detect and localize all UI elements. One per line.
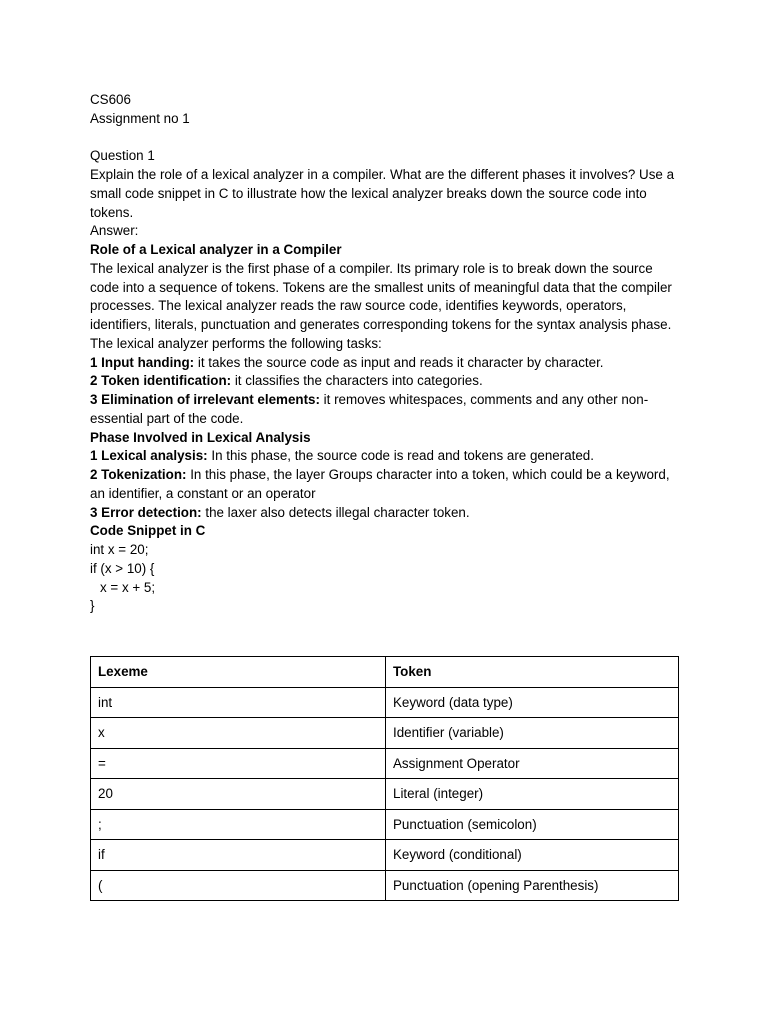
task-item bbox=[90, 354, 680, 373]
task-label: 1 Input handing: bbox=[90, 354, 195, 370]
question-text: Explain the role of a lexical analyzer in a compiler. What are the different phases it involves? Use a small code snippet in C to illustrate how the lexical analyzer breaks down the source code into tokens. bbox=[90, 167, 675, 220]
token-cell: Punctuation (semicolon) bbox=[386, 809, 679, 840]
table-row bbox=[91, 840, 679, 871]
lexeme-cell: ; bbox=[91, 809, 386, 840]
token-cell: Literal (integer) bbox=[386, 779, 679, 810]
lexeme-cell: ( bbox=[91, 870, 386, 901]
document-body bbox=[90, 91, 680, 616]
table-row bbox=[91, 687, 679, 718]
task-label: 2 Token identification: bbox=[90, 373, 232, 389]
task-text: it takes the source code as input and reads it character by character. bbox=[194, 354, 604, 370]
task-item bbox=[90, 391, 680, 429]
phase-item bbox=[90, 504, 680, 523]
token-cell: Keyword (conditional) bbox=[386, 840, 679, 871]
lexeme-cell: int bbox=[91, 687, 386, 718]
question-title: Question 1 bbox=[90, 148, 155, 164]
lexeme-cell: 20 bbox=[91, 779, 386, 810]
phase-text: the laxer also detects illegal character token. bbox=[201, 504, 470, 520]
lexeme-token-table bbox=[90, 656, 679, 901]
answer-label: Answer: bbox=[90, 223, 139, 239]
course-code: CS606 bbox=[90, 92, 131, 107]
blank-line bbox=[90, 129, 680, 148]
token-cell: Keyword (data type) bbox=[386, 687, 679, 718]
token-cell: Identifier (variable) bbox=[386, 718, 679, 749]
table-row bbox=[91, 870, 679, 901]
code-line: } bbox=[90, 598, 95, 614]
role-heading: Role of a Lexical analyzer in a Compiler bbox=[90, 242, 342, 257]
code-line: if (x > 10) { bbox=[90, 560, 155, 576]
tasks-intro: The lexical analyzer performs the following tasks: bbox=[90, 335, 382, 351]
assignment-title: Assignment no 1 bbox=[90, 110, 190, 126]
lexeme-cell: x bbox=[91, 718, 386, 749]
phase-label: 2 Tokenization: bbox=[90, 467, 187, 482]
column-header-lexeme: Lexeme bbox=[91, 657, 386, 688]
lexeme-cell: if bbox=[91, 840, 386, 871]
column-header-token: Token bbox=[386, 657, 679, 688]
task-text: it classifies the characters into categories. bbox=[231, 373, 483, 389]
table-row bbox=[91, 809, 679, 840]
token-cell: Assignment Operator bbox=[386, 748, 679, 779]
phase-label: 3 Error detection: bbox=[90, 504, 202, 520]
phase-item bbox=[90, 447, 680, 466]
lexeme-cell: = bbox=[91, 748, 386, 779]
table-row bbox=[91, 748, 679, 779]
phase-item bbox=[90, 466, 680, 504]
task-item bbox=[90, 372, 680, 391]
code-heading: Code Snippet in C bbox=[90, 523, 206, 539]
code-line: x = x + 5; bbox=[100, 579, 156, 595]
table-header-row bbox=[91, 657, 679, 688]
table-row bbox=[91, 718, 679, 749]
phases-heading: Phase Involved in Lexical Analysis bbox=[90, 429, 311, 445]
phase-text: In this phase, the source code is read and tokens are generated. bbox=[207, 448, 594, 464]
token-cell: Punctuation (opening Parenthesis) bbox=[386, 870, 679, 901]
table-row bbox=[91, 779, 679, 810]
task-text: it removes whitespaces, comments and any other non-essential part of the code. bbox=[90, 392, 649, 426]
phase-label: 1 Lexical analysis: bbox=[90, 448, 208, 464]
task-label: 3 Elimination of irrelevant elements: bbox=[90, 392, 320, 407]
role-paragraph: The lexical analyzer is the first phase of a compiler. Its primary role is to break down the source code into a sequence of tokens. Tokens are the smallest units of meaningful data that the compiler processes. The lexical analyzer reads the raw source code, identifies keywords, operators, identifiers, literals, punctuation and generates corresponding tokens for the syntax analysis phase. bbox=[90, 260, 672, 332]
code-line: int x = 20; bbox=[90, 542, 149, 557]
phase-text: In this phase, the layer Groups character into a token, which could be a keyword, an identifier, a constant or an operator bbox=[90, 467, 670, 501]
